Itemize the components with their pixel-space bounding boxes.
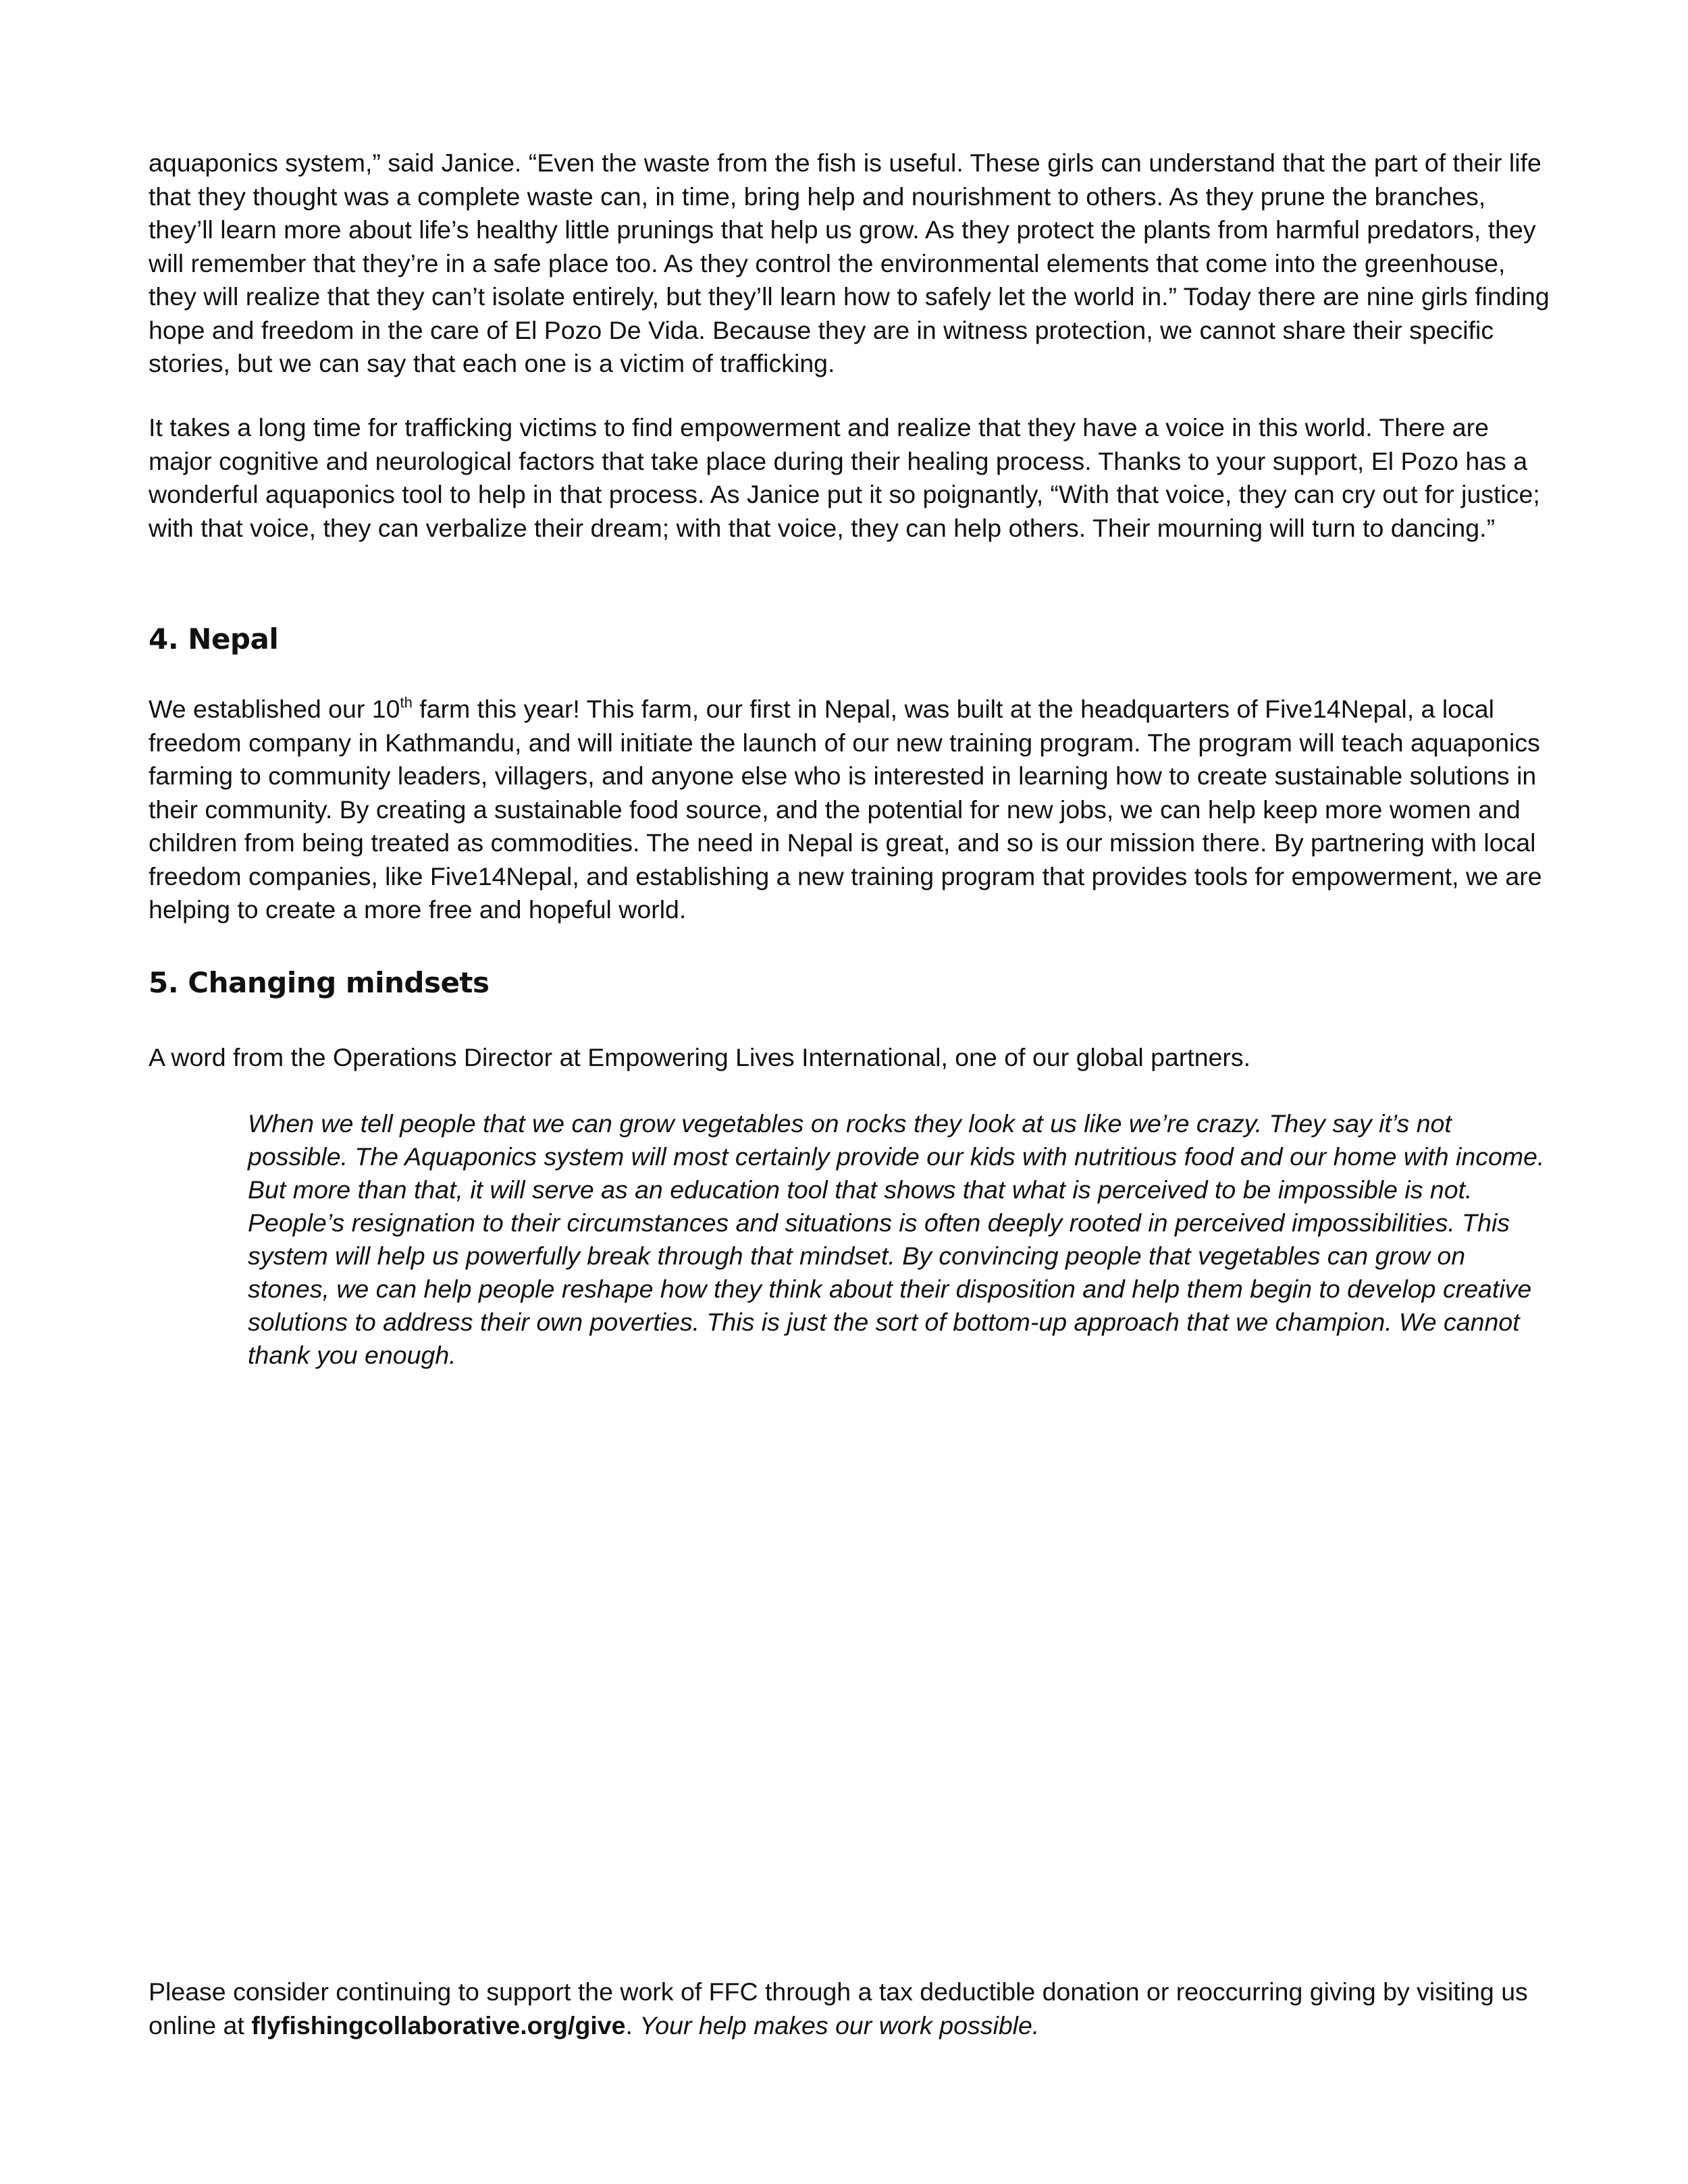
mindsets-heading: 5. Changing mindsets <box>149 966 490 999</box>
footer-text-middle: . <box>625 2010 640 2040</box>
footer-paragraph <box>149 1975 1553 2042</box>
footer-tagline: Your help makes our work possible. <box>639 2010 1040 2040</box>
nepal-paragraph <box>149 693 1553 927</box>
donation-link[interactable]: flyfishingcollaborative.org/give <box>251 2010 626 2040</box>
intro-paragraph-2: It takes a long time for trafficking victims to find empowerment and realize that they have a voice in this world. There are major cognitive and neurological factors that take place during their healing process. Thanks to your support, El Pozo has a wonderful aquaponics tool to help in that process. As Janice put it so poignantly, “With that voice, they can cry out for justice; with that voice, they can verbalize their dream; with that voice, they can help others. Their mourning will turn to dancing.” <box>149 413 1540 542</box>
nepal-text-after: farm this year! This farm, our first in Nepal, was built at the headquarters of Five14Nepal, a local freedom company in Kathmandu, and will initiate the launch of our new training program. The program will teach aquaponics farming to community leaders, villagers, and anyone else who is interested in learning how to create sustainable solutions in their community. By creating a sustainable food source, and the potential for new jobs, we can help keep more women and children from being treated as commodities. The need in Nepal is great, and so is our mission there. By partnering with local freedom companies, like Five14Nepal, and establishing a new training program that provides tools for empowerment, we are helping to create a more free and hopeful world. <box>149 695 1542 924</box>
intro-paragraph-1: aquaponics system,” said Janice. “Even the waste from the fish is useful. These girls can understand that the part of their life that they thought was a complete waste can, in time, bring help and nourishment to others. As they prune the branches, they’ll learn more about life’s healthy little prunings that help us grow. As they protect the plants from harmful predators, they will remember that they’re in a safe place too. As they control the environmental elements that come into the greenhouse, they will realize that they can’t isolate entirely, but they’ll learn how to safely let the world in.” Today there are nine girls finding hope and freedom in the care of El Pozo De Vida. Because they are in witness protection, we cannot share their specific stories, but we can say that each one is a victim of trafficking. <box>149 149 1550 377</box>
nepal-superscript: th <box>400 693 413 711</box>
footer-text-before: Please consider continuing to support the work of FFC through a tax deductible donation or reoccurring giving by visiting us online at <box>149 1977 1528 2040</box>
nepal-text-before: We established our 10 <box>149 695 400 723</box>
mindsets-intro: A word from the Operations Director at Empowering Lives International, one of our global partners. <box>149 1043 1251 1071</box>
mindsets-quote: When we tell people that we can grow vegetables on rocks they look at us like we’re crazy. They say it’s not possible. The Aquaponics system will most certainly provide our kids with nutritious food and our home with income. But more than that, it will serve as an education tool that shows that what is perceived to be impossible is not. People’s resignation to their circumstances and situations is often deeply rooted in perceived impossibilities. This system will help us powerfully break through that mindset. By convincing people that vegetables can grow on stones, we can help people reshape how they think about their disposition and help them begin to develop creative solutions to address their own poverties. This is just the sort of bottom-up approach that we champion. We cannot thank you enough. <box>248 1109 1545 1369</box>
nepal-heading: 4. Nepal <box>149 622 279 656</box>
